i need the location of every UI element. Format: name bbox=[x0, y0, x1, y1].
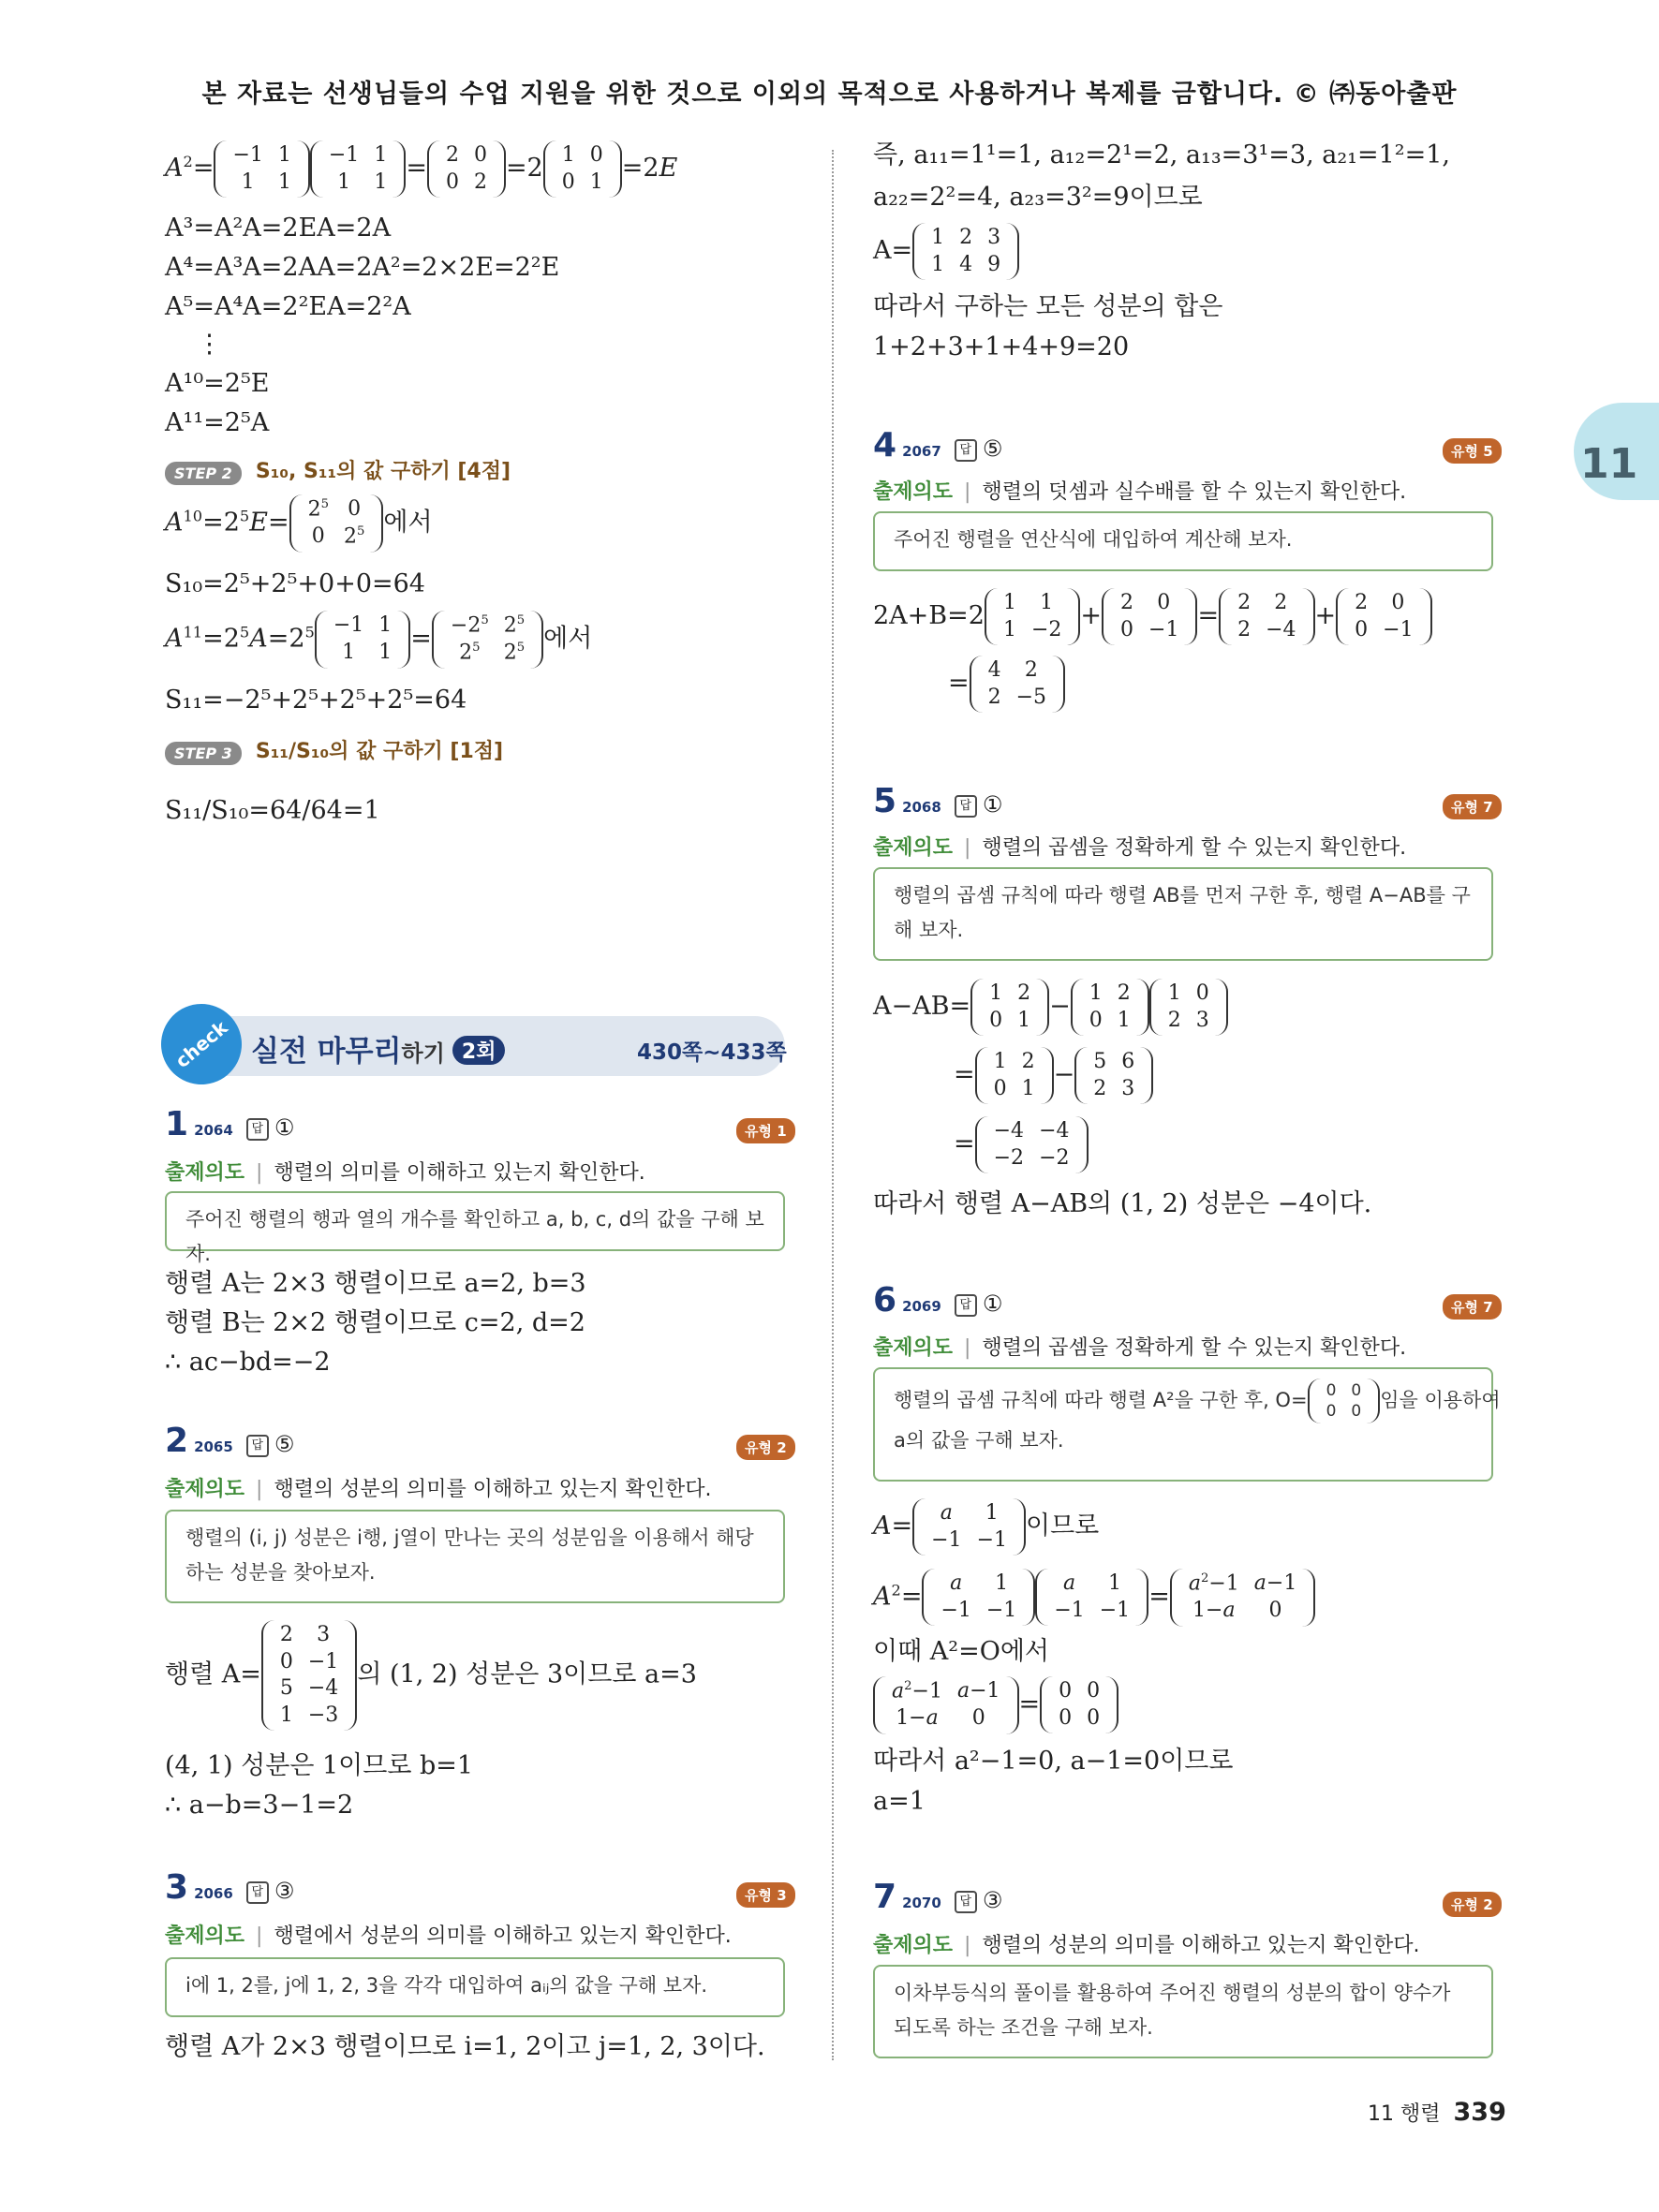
q3-line-1: 행렬 A가 2×3 행렬이므로 i=1, 2이고 j=1, 2, 3이다. bbox=[165, 2032, 765, 2061]
q1-answer-icon: 답 bbox=[246, 1118, 269, 1141]
q4-type-badge: 유형 5 bbox=[1443, 438, 1502, 464]
page-footer bbox=[1368, 2098, 1506, 2127]
q1-line-2: 행렬 B는 2×2 행렬이므로 c=2, d=2 bbox=[165, 1308, 585, 1337]
column-divider bbox=[832, 150, 834, 2060]
q2-hint: 행렬의 (i, j) 성분은 i행, j열이 만나는 곳의 성분임을 이용해서 해당하는 성분을 찾아보자. bbox=[165, 1510, 785, 1603]
q7-intent-label: 출제의도 bbox=[873, 1934, 954, 1957]
s11-line: S₁₁=−2⁵+2⁵+2⁵+2⁵=64 bbox=[165, 686, 467, 715]
q5-number: 5 bbox=[873, 782, 897, 820]
q2-answer-icon: 답 bbox=[246, 1435, 269, 1457]
q6-hint-part-1: 행렬의 곱셈 규칙에 따라 행렬 A²을 구한 후, O= bbox=[894, 1389, 1308, 1412]
a10-matrix-line: $A^{10}=2^5E=$ $2^5$ 0 0 $2^5$ 에서 bbox=[165, 494, 433, 553]
q1-intent: 출제의도 | 행렬의 의미를 이해하고 있는지 확인한다. bbox=[165, 1161, 645, 1185]
q1-hint: 주어진 행렬의 행과 열의 개수를 확인하고 a, b, c, d의 값을 구해 보자. bbox=[165, 1191, 785, 1251]
q4-answer: ⑤ bbox=[982, 435, 1003, 462]
q5-expr-3: = −4 −4 −2 −2 bbox=[954, 1116, 1089, 1173]
q6-hint-part-2: 임을 이용하여 bbox=[1380, 1389, 1501, 1412]
q2-intent-text: 행렬의 성분의 의미를 이해하고 있는지 확인한다. bbox=[274, 1478, 712, 1501]
q6-type-badge: 유형 7 bbox=[1443, 1294, 1502, 1320]
q1-line-1: 행렬 A는 2×3 행렬이므로 a=2, b=3 bbox=[165, 1269, 586, 1298]
q2-intent-label: 출제의도 bbox=[165, 1478, 245, 1501]
right-line-1: 즉, a₁₁=1¹=1, a₁₂=2¹=2, a₁₃=3¹=3, a₂₁=1²=1, bbox=[873, 140, 1451, 170]
q5-intent-text: 행렬의 곱셈을 정확하게 할 수 있는지 확인한다. bbox=[982, 836, 1407, 860]
step2-header bbox=[165, 455, 511, 485]
a10-line: A¹⁰=2⁵E bbox=[165, 369, 270, 398]
banner-title-text: 실전 마무리 bbox=[251, 1035, 402, 1069]
a11-matrix-line: $A^{11}=2^5A=2^5$ −1 1 1 1 = $-2^5$ $2^5$ $2^5$ $2^5$ 에서 bbox=[165, 611, 592, 669]
q2-matrix-prefix: 행렬 A= bbox=[165, 1659, 261, 1689]
a5-line: A⁵=A⁴A=2²EA=2²A bbox=[165, 292, 411, 321]
q7-intent-text: 행렬의 성분의 의미를 이해하고 있는지 확인한다. bbox=[982, 1934, 1420, 1957]
q6-header bbox=[873, 1281, 1002, 1320]
q2-answer: ⑤ bbox=[274, 1431, 295, 1457]
q6-a-suffix: 이므로 bbox=[1026, 1512, 1100, 1541]
q5-answer: ① bbox=[982, 791, 1003, 818]
q3-header bbox=[165, 1868, 294, 1907]
q1-number: 1 bbox=[165, 1105, 189, 1143]
q4-expr-1: 2A+B=2 1 1 1 −2 + 2 0 0 −1 = 2 2 2 −4 + 2 0 0 −1 bbox=[873, 588, 1432, 645]
q5-expr-1-prefix: A−AB= bbox=[873, 992, 971, 1022]
q4-intent-label: 출제의도 bbox=[873, 480, 954, 504]
q4-header bbox=[873, 426, 1002, 465]
q3-answer: ③ bbox=[274, 1878, 295, 1904]
q6-intent-text: 행렬의 곱셈을 정확하게 할 수 있는지 확인한다. bbox=[982, 1336, 1407, 1360]
q2-intent: 출제의도 | 행렬의 성분의 의미를 이해하고 있는지 확인한다. bbox=[165, 1478, 712, 1501]
q1-intent-text: 행렬의 의미를 이해하고 있는지 확인한다. bbox=[274, 1161, 645, 1185]
right-matrix-prefix: A= bbox=[873, 236, 913, 266]
q6-intent-label: 출제의도 bbox=[873, 1336, 954, 1360]
q2-line-1: (4, 1) 성분은 1이므로 b=1 bbox=[165, 1751, 474, 1780]
right-sum-label: 따라서 구하는 모든 성분의 합은 bbox=[873, 292, 1223, 321]
q6-hint-part-3: a의 값을 구해 보자. bbox=[894, 1429, 1064, 1453]
q6-intent: 출제의도 | 행렬의 곱셈을 정확하게 할 수 있는지 확인한다. bbox=[873, 1336, 1407, 1360]
q4-number: 4 bbox=[873, 426, 897, 465]
q6-equation: $a^2-1$ a−1 1−a 0 = 0 0 0 0 bbox=[873, 1676, 1118, 1734]
a11-line: A¹¹=2⁵A bbox=[165, 408, 270, 437]
q4-expr-1-prefix: 2A+B=2 bbox=[873, 601, 985, 631]
q5-header bbox=[873, 782, 1002, 820]
q5-code: 2068 bbox=[902, 799, 941, 816]
step3-title: S₁₁/S₁₀의 값 구하기 [1점] bbox=[255, 740, 504, 763]
q3-intent: 출제의도 | 행렬에서 성분의 의미를 이해하고 있는지 확인한다. bbox=[165, 1924, 732, 1948]
chapter-tab-number: 11 bbox=[1580, 440, 1638, 488]
q6-number: 6 bbox=[873, 1281, 897, 1320]
q6-when: 이때 A²=O에서 bbox=[873, 1637, 1049, 1666]
q4-answer-icon: 답 bbox=[955, 439, 977, 462]
q4-intent: 출제의도 | 행렬의 덧셈과 실수배를 할 수 있는지 확인한다. bbox=[873, 480, 1407, 504]
q5-type-badge: 유형 7 bbox=[1443, 794, 1502, 819]
q3-code: 2066 bbox=[194, 1885, 233, 1902]
q4-code: 2067 bbox=[902, 443, 941, 460]
vdots: ⋮ bbox=[197, 330, 222, 359]
right-matrix-line bbox=[873, 223, 1019, 280]
q6-answer: ① bbox=[982, 1290, 1003, 1317]
a2-equation: $A^2=$ −1 1 1 1 −1 1 1 1 = 2 0 0 2 =2 1 0 0 1 =2E bbox=[165, 140, 677, 198]
right-line-2: a₂₂=2²=4, a₂₃=3²=9이므로 bbox=[873, 183, 1203, 212]
q2-matrix-suffix: 의 (1, 2) 성분은 3이므로 a=3 bbox=[357, 1659, 697, 1689]
q2-matrix: 2 3 0 −1 5 −4 1 −3 bbox=[261, 1620, 357, 1731]
s10-line: S₁₀=2⁵+2⁵+0+0=64 bbox=[165, 569, 425, 598]
q2-type-badge: 유형 2 bbox=[736, 1435, 795, 1460]
check-badge: check bbox=[144, 987, 258, 1100]
q1-type-badge: 유형 1 bbox=[736, 1118, 795, 1143]
footer-chapter: 11 행렬 bbox=[1368, 2102, 1441, 2126]
q5-expr-1: A−AB= 1 2 0 1 − 1 2 0 1 1 0 2 3 bbox=[873, 979, 1228, 1036]
q6-answer-icon: 답 bbox=[955, 1294, 977, 1317]
q5-hint: 행렬의 곱셈 규칙에 따라 행렬 AB를 먼저 구한 후, 행렬 A−AB를 구해 보자. bbox=[873, 867, 1493, 961]
right-matrix: 1 2 3 1 4 9 bbox=[912, 223, 1019, 280]
q1-header bbox=[165, 1105, 294, 1143]
q4-intent-text: 행렬의 덧셈과 실수배를 할 수 있는지 확인한다. bbox=[982, 480, 1407, 504]
q5-intent-label: 출제의도 bbox=[873, 836, 954, 860]
q2-line-2: ∴ a−b=3−1=2 bbox=[165, 1791, 354, 1820]
banner-title bbox=[251, 1027, 505, 1069]
right-sum: 1+2+3+1+4+9=20 bbox=[873, 332, 1130, 361]
q7-hint: 이차부등식의 풀이를 활용하여 주어진 행렬의 성분의 합이 양수가 되도록 하는 조건을 구해 보자. bbox=[873, 1965, 1493, 2058]
q3-hint: i에 1, 2를, j에 1, 2, 3을 각각 대입하여 aᵢⱼ의 값을 구해 보자. bbox=[165, 1957, 785, 2017]
q5-answer-icon: 답 bbox=[955, 795, 977, 818]
a4-line: A⁴=A³A=2AA=2A²=2×2E=2²E bbox=[165, 253, 560, 282]
q3-intent-label: 출제의도 bbox=[165, 1924, 245, 1948]
page-number: 339 bbox=[1453, 2098, 1506, 2127]
q1-code: 2064 bbox=[194, 1122, 233, 1139]
q7-header bbox=[873, 1878, 1002, 1916]
step3-badge: STEP 3 bbox=[165, 742, 242, 765]
q2-header bbox=[165, 1422, 294, 1460]
banner-round: 2회 bbox=[452, 1036, 506, 1065]
q5-conclusion: 따라서 행렬 A−AB의 (1, 2) 성분은 −4이다. bbox=[873, 1189, 1372, 1218]
q3-type-badge: 유형 3 bbox=[736, 1882, 795, 1908]
q6-matrix-a: A= a 1 −1 −1 이므로 bbox=[873, 1498, 1099, 1556]
step2-badge: STEP 2 bbox=[165, 462, 242, 485]
final-ratio-line: S₁₁/S₁₀=64/64=1 bbox=[165, 796, 380, 825]
banner-pages: 430쪽~433쪽 bbox=[637, 1040, 787, 1065]
q6-hint: 행렬의 곱셈 규칙에 따라 행렬 A²을 구한 후, O= 0 0 0 0 임을 이용하여 a의 값을 구해 보자. bbox=[873, 1367, 1493, 1482]
q6-code: 2069 bbox=[902, 1298, 941, 1315]
q5-intent: 출제의도 | 행렬의 곱셈을 정확하게 할 수 있는지 확인한다. bbox=[873, 836, 1407, 860]
q7-answer: ③ bbox=[982, 1887, 1003, 1913]
step2-title: S₁₀, S₁₁의 값 구하기 [4점] bbox=[255, 460, 511, 483]
q3-answer-icon: 답 bbox=[246, 1881, 269, 1904]
q1-answer: ① bbox=[274, 1114, 295, 1141]
q7-number: 7 bbox=[873, 1878, 897, 1916]
q1-line-3: ∴ ac−bd=−2 bbox=[165, 1348, 331, 1377]
step3-header bbox=[165, 735, 503, 765]
q6-matrix-a2: $A^2=$ a 1 −1 −1 a 1 −1 −1 = $a^2-1$ a−1 1−a 0 bbox=[873, 1569, 1315, 1627]
q7-intent: 출제의도 | 행렬의 성분의 의미를 이해하고 있는지 확인한다. bbox=[873, 1934, 1420, 1957]
q7-answer-icon: 답 bbox=[955, 1891, 977, 1913]
q2-number: 2 bbox=[165, 1422, 189, 1460]
q3-number: 3 bbox=[165, 1868, 189, 1907]
q6-then: 따라서 a²−1=0, a−1=0이므로 bbox=[873, 1747, 1234, 1776]
q7-type-badge: 유형 2 bbox=[1443, 1892, 1502, 1917]
q6-final: a=1 bbox=[873, 1787, 926, 1816]
q4-expr-2: = 4 2 2 −5 bbox=[948, 656, 1065, 713]
q4-hint: 주어진 행렬을 연산식에 대입하여 계산해 보자. bbox=[873, 511, 1493, 571]
a3-line: A³=A²A=2EA=2A bbox=[165, 214, 392, 243]
q1-intent-label: 출제의도 bbox=[165, 1161, 245, 1185]
banner-title-suffix: 하기 bbox=[401, 1040, 445, 1067]
q4-expr-2-prefix: = bbox=[948, 669, 970, 699]
q7-code: 2070 bbox=[902, 1895, 941, 1911]
q3-intent-text: 행렬에서 성분의 의미를 이해하고 있는지 확인한다. bbox=[274, 1924, 732, 1948]
copyright-notice: 본 자료는 선생님들의 수업 지원을 위한 것으로 이외의 목적으로 사용하거나 복제를 금합니다. © ㈜동아출판 bbox=[201, 80, 1458, 109]
q5-expr-2: = 1 2 0 1 − 5 6 2 3 bbox=[954, 1047, 1153, 1104]
q2-code: 2065 bbox=[194, 1438, 233, 1455]
q2-matrix-line bbox=[165, 1620, 697, 1731]
